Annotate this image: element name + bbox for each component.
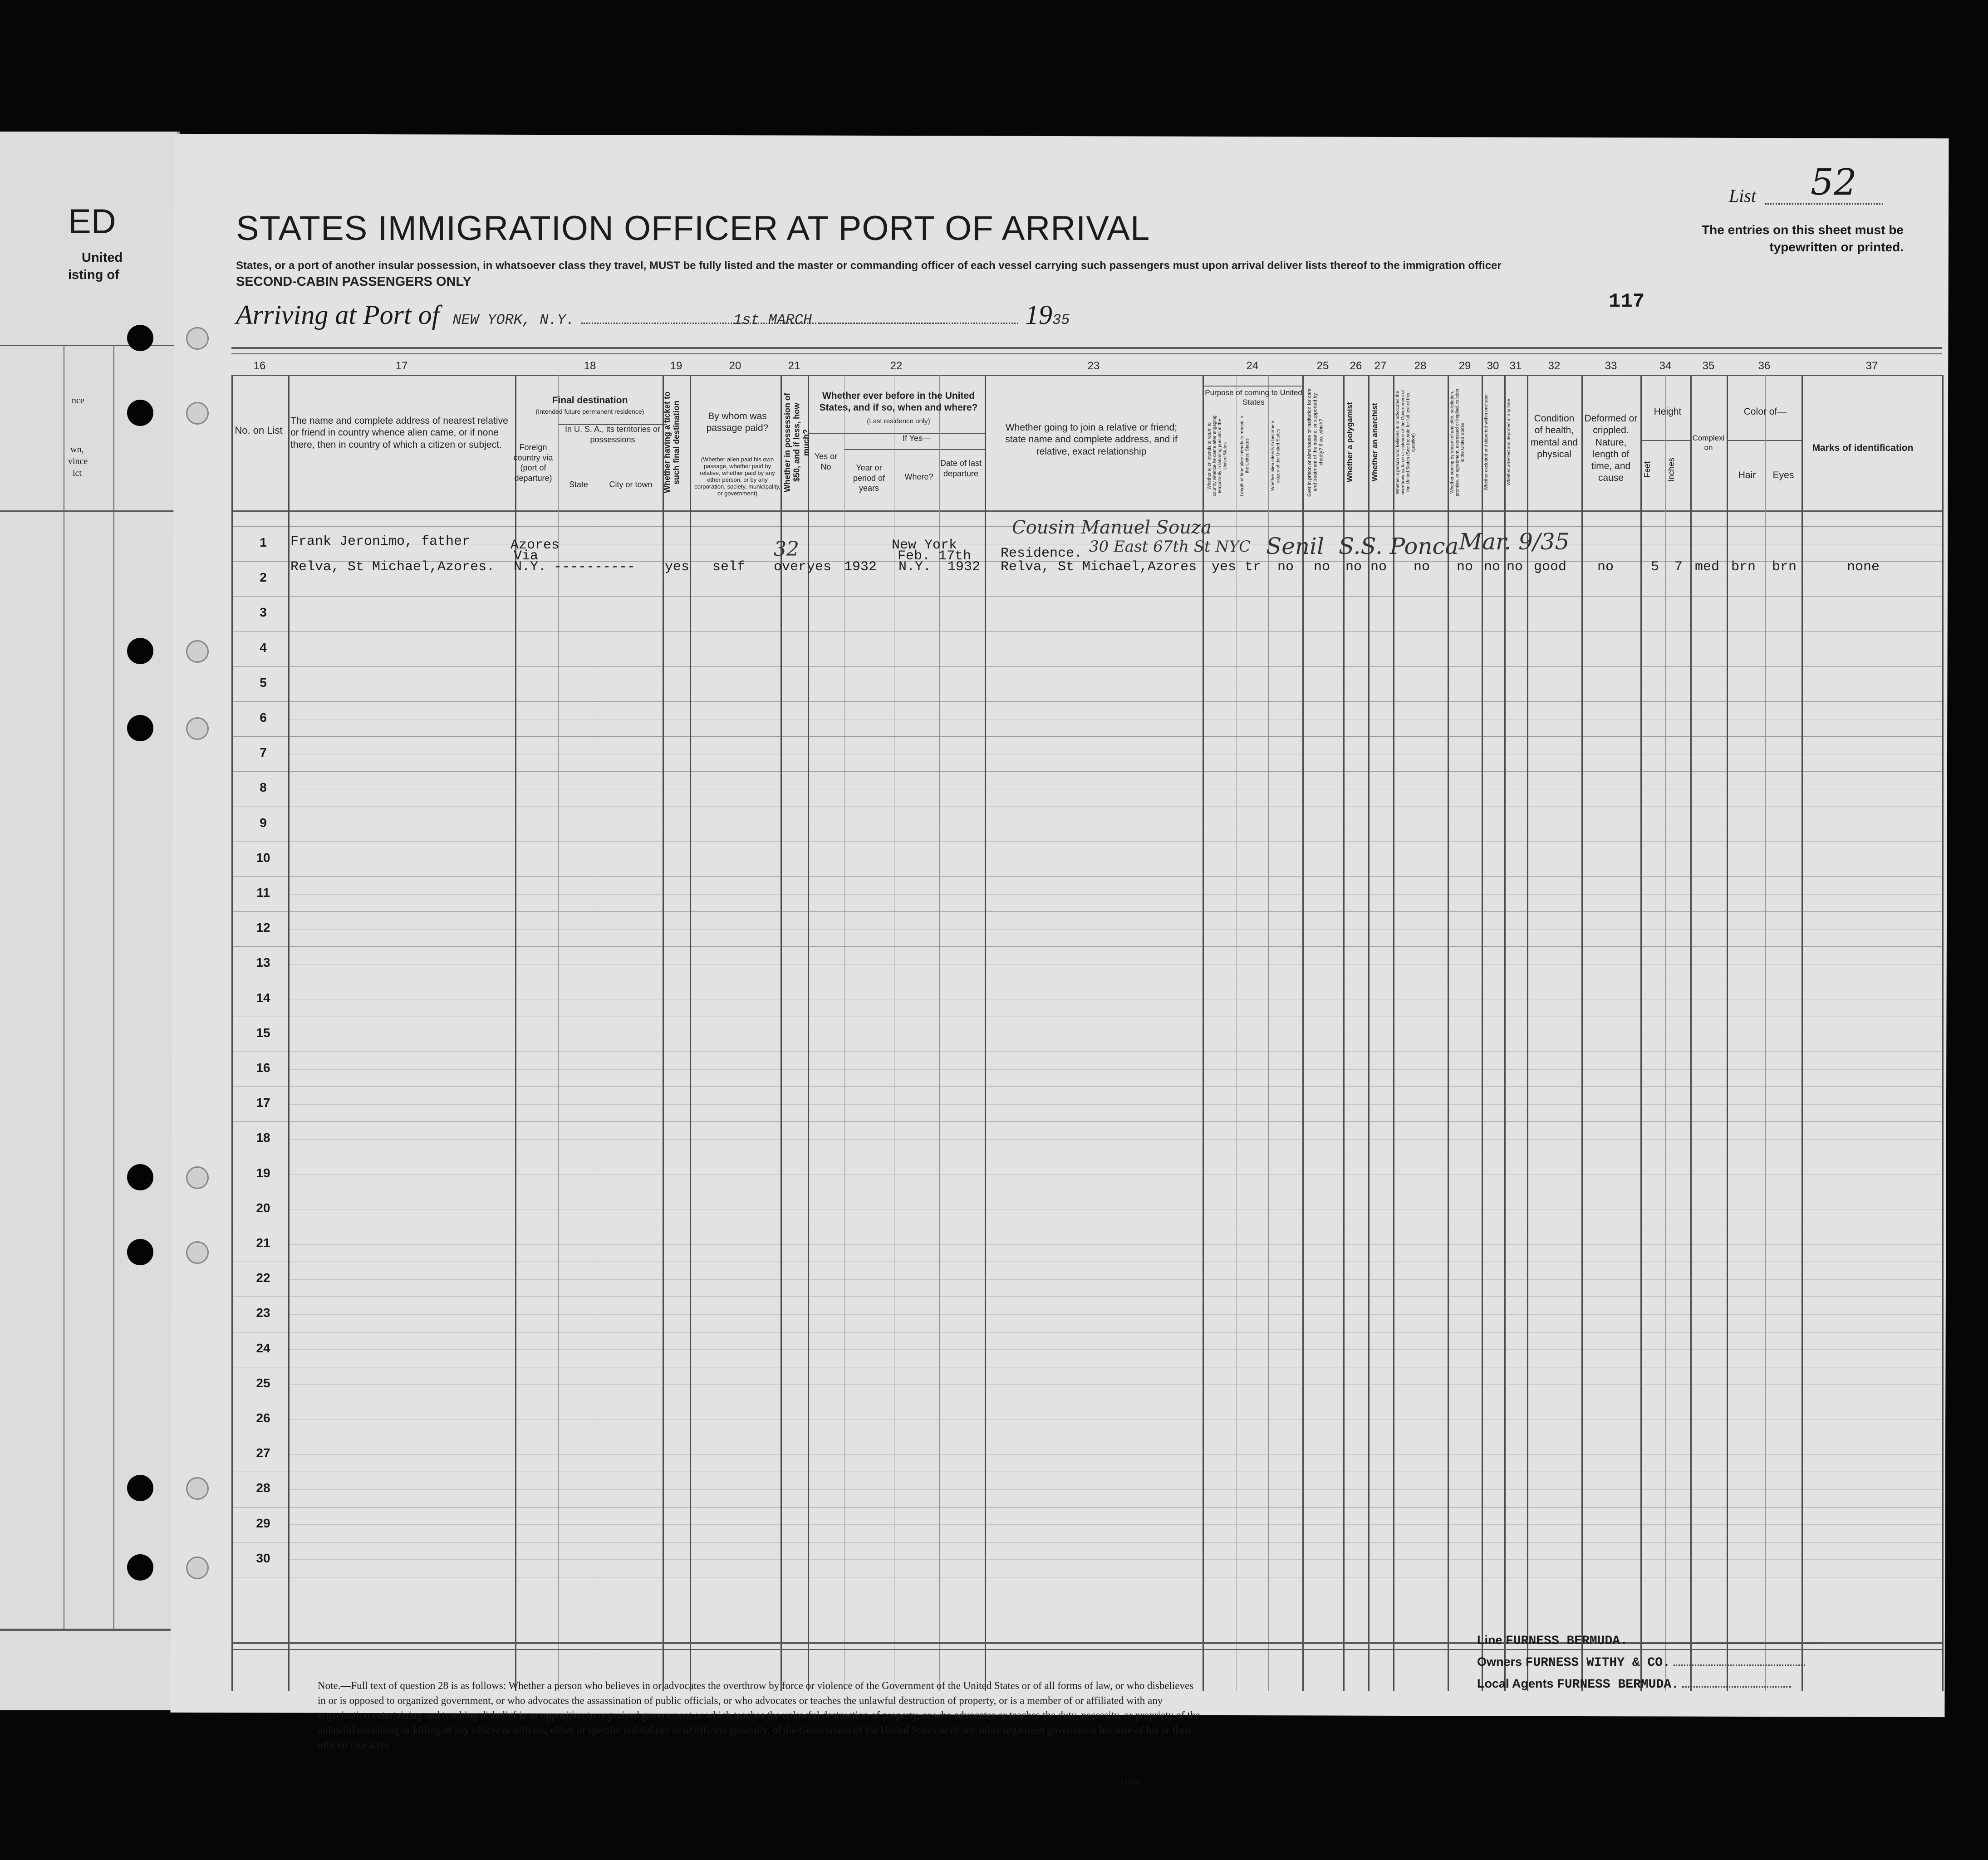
date-handwritten: Mar. 9/35 — [1459, 529, 1570, 555]
row-number: 18 — [256, 1131, 270, 1145]
row-number: 22 — [256, 1271, 270, 1285]
col-24b-header: Length of time alien intends to remain in the United States — [1240, 416, 1250, 496]
arrival-line — [236, 299, 1070, 331]
left-page-col-heading: nce — [72, 396, 84, 406]
column-number: 20 — [729, 360, 741, 372]
row-number: 11 — [256, 886, 270, 900]
col-29-header: Whether coming by reason of any offer, solicitation, promise, or agreement, expressed or implied, to labor in the United States — [1450, 388, 1465, 496]
punch-hole — [127, 325, 153, 351]
arrival-port: NEW YORK, N.Y. — [452, 312, 575, 328]
row-number: 1 — [260, 535, 267, 549]
column-number: 19 — [670, 360, 682, 372]
labor-value: no — [1457, 559, 1473, 575]
row-number: 12 — [256, 920, 270, 935]
eyes-value: brn — [1772, 559, 1797, 575]
excluded-value: no — [1484, 559, 1501, 575]
page-subtitle: States, or a port of another insular possession, in whatsoever class they travel, MUST be fully listed and the master or commanding officer of each vessel carrying such passengers must upon arrival deliver lists thereof to the immigration officer — [236, 259, 1502, 272]
complexion-value: med — [1695, 559, 1720, 575]
col-24a-header: Whether alien intends to return to country whence he came after engaging temporarily in laboring pursuits in the United States — [1207, 416, 1228, 496]
page-title: STATES IMMIGRATION OFFICER AT PORT OF ARRIVAL — [236, 209, 1150, 248]
col-20-header: By whom was passage paid? — [706, 411, 769, 434]
left-page-col-heading: ict — [73, 468, 82, 478]
row-number: 29 — [256, 1516, 270, 1530]
col-34-header: Height — [1654, 406, 1682, 417]
col-28-header: Whether a person who believes in or advocates the overthrow by force or violence of the Government of the United States (See footnote for full text of this question) — [1395, 390, 1416, 495]
col-22-header: Whether ever before in the United States, and if so, when and where? — [819, 391, 978, 413]
year-suffix: 35 — [1052, 312, 1070, 328]
row-number: 19 — [256, 1165, 270, 1180]
join-address: Relva, St Michael,Azores — [1001, 559, 1197, 575]
row-number: 8 — [260, 780, 267, 795]
punch-hole — [186, 640, 209, 663]
punch-hole — [186, 402, 209, 425]
col-36-header: Color of— — [1743, 406, 1787, 417]
col-25-header: Ever in prison or almshouse or institution for care and treatment of the insane, or supported by charity? If so, which? — [1307, 388, 1324, 497]
column-number: 26 — [1350, 360, 1362, 372]
line-label: Line — [1477, 1633, 1502, 1647]
col-21-header: Whether in possession of $50, and if less, how much? — [783, 392, 811, 492]
col-35-header: Complexion — [1692, 434, 1725, 452]
column-number: 17 — [395, 360, 408, 372]
column-number: 37 — [1865, 360, 1878, 372]
foreign-country: Azores — [510, 538, 560, 553]
foreign-via: Via — [514, 548, 539, 564]
punch-hole — [127, 1554, 153, 1581]
punch-hole — [127, 1239, 153, 1265]
column-number: 25 — [1316, 360, 1329, 372]
before-value: yes — [807, 559, 832, 575]
agents-label: Local Agents — [1477, 1677, 1554, 1690]
col-16-header: No. on List — [235, 425, 283, 436]
departure-date: Feb. 17th — [898, 548, 972, 564]
arriving-label: Arriving at Port of — [236, 300, 440, 330]
row-number: 25 — [256, 1375, 270, 1390]
col-18-header: Final destination — [552, 395, 628, 406]
col-20-note: (Whether alien paid his own passage, whether paid by relative, whether paid by any other person, or by any corporation, society, municipality, or government) — [694, 456, 780, 497]
row-number: 30 — [256, 1551, 270, 1565]
year-prefix: 19 — [1025, 300, 1053, 330]
line-value: FURNESS BERMUDA. — [1506, 1634, 1628, 1648]
year-value: 1932 — [844, 559, 877, 575]
list-number: 52 — [1811, 161, 1857, 203]
anarchist-value: no — [1370, 559, 1387, 575]
col-27-header: Whether an anarchist — [1370, 403, 1379, 482]
punch-hole — [186, 1241, 209, 1264]
row-number: 26 — [256, 1411, 270, 1425]
footer-line — [1477, 1633, 1821, 1648]
manifest-table — [231, 347, 1942, 1645]
owners-value: FURNESS WITHY & CO. — [1525, 1656, 1670, 1670]
col-19-header: Whether having a ticket to such final destination — [663, 391, 681, 494]
col-22-where: Where? — [904, 472, 933, 481]
citizen-value: no — [1277, 559, 1294, 575]
punch-hole — [186, 327, 209, 350]
col-33-header: Deformed or crippled. Nature, length of time, and cause — [1584, 413, 1638, 484]
row-number: 10 — [256, 850, 270, 865]
column-number: 31 — [1509, 360, 1522, 372]
row-number: 28 — [256, 1481, 270, 1495]
ship-handwritten: S.S. Ponca — [1339, 533, 1459, 559]
col-22-note: (Last residence only) — [867, 417, 930, 425]
where-city: New York — [892, 538, 957, 553]
hair-value: brn — [1731, 559, 1756, 575]
foreign-port: N.Y. — [514, 559, 547, 575]
col-18-state: State — [569, 480, 589, 489]
col-32-header: Condition of health, mental and physical — [1531, 413, 1578, 460]
column-number: 23 — [1087, 360, 1100, 372]
agents-value: FURNESS BERMUDA. — [1557, 1678, 1679, 1692]
column-number: 16 — [253, 360, 266, 372]
col-36-eyes: Eyes — [1772, 470, 1794, 480]
column-number: 32 — [1548, 360, 1561, 372]
col-18-foreign: Foreign country via (port of departure) — [513, 443, 553, 483]
col-22-yesno: Yes or No — [814, 452, 838, 471]
footer-agents — [1477, 1677, 1791, 1692]
join-residence: Residence. — [1001, 546, 1083, 561]
relative-address: Relva, St Michael,Azores. — [290, 559, 495, 575]
punch-hole — [127, 1164, 153, 1190]
row-number: 9 — [260, 815, 267, 830]
arrival-date: 1st MARCH — [733, 312, 812, 328]
row-number: 24 — [256, 1341, 270, 1355]
row-number: 3 — [260, 605, 267, 620]
col-36-hair: Hair — [1738, 470, 1756, 480]
money-amount: 32 — [774, 538, 799, 561]
punch-hole — [186, 1557, 209, 1579]
passage-paid-value: self — [712, 559, 746, 575]
left-page-fragment — [0, 132, 180, 1710]
col-24-header: Purpose of coming to United States — [1205, 388, 1302, 407]
column-number: 29 — [1458, 360, 1471, 372]
punch-hole — [186, 1477, 209, 1500]
column-number: 18 — [584, 360, 596, 372]
left-page-text: United — [82, 250, 123, 265]
col-34-feet: Feet — [1643, 461, 1652, 478]
row-number: 6 — [260, 710, 267, 724]
relative-name: Frank Jeronimo, father — [290, 534, 471, 549]
left-page-text: isting of — [68, 268, 119, 282]
marks-value: none — [1847, 559, 1880, 575]
col-24c-header: Whether alien intends to become a citizen of the United States — [1271, 421, 1281, 491]
entries-note: The entries on this sheet must be typewritten or printed. — [1702, 223, 1904, 254]
deformed-value: no — [1597, 559, 1614, 575]
row-number: 20 — [256, 1200, 270, 1215]
col-34-inches: Inches — [1667, 457, 1676, 482]
departure-year: 1932 — [947, 559, 981, 575]
form-number: 14-430 — [1121, 1778, 1141, 1786]
ticket-value: yes — [665, 559, 690, 575]
prison-value: no — [1314, 559, 1330, 575]
col-22-if-yes: If Yes— — [902, 434, 931, 443]
punch-hole — [186, 1166, 209, 1189]
col-26-header: Whether a polygamist — [1345, 402, 1354, 483]
footer-owners — [1477, 1655, 1805, 1670]
col-23-header: Whether going to join a relative or friend; state name and complete address, and if relative, exact relationship — [1005, 422, 1178, 457]
col-31-header: Whether arrested and deported at any time — [1507, 399, 1512, 486]
column-number: 33 — [1605, 360, 1617, 372]
overthrow-value: no — [1414, 559, 1430, 575]
col-17-header: The name and complete address of nearest relative or friend in country whence alien came, or if none there, then in country of which a citizen or subject. — [290, 416, 508, 450]
left-page-col-heading: wn, — [70, 445, 84, 455]
column-number: 30 — [1487, 360, 1499, 372]
col-18-note: (Intended future permanent residence) — [535, 408, 644, 415]
destination-dashes: ---------- — [554, 559, 636, 575]
row-number: 17 — [256, 1096, 270, 1110]
column-number: 27 — [1374, 360, 1387, 372]
list-label: List — [1729, 186, 1757, 206]
return-value: yes — [1212, 559, 1237, 575]
height-feet: 5 — [1651, 559, 1659, 575]
where-state: N.Y. — [898, 559, 932, 575]
left-page-col-heading: vince — [68, 456, 88, 466]
col-22-year: Year or period of years — [853, 463, 885, 493]
col-18-usa: In U. S. A., its territories or possessions — [564, 425, 661, 444]
col-37-header: Marks of identification — [1812, 443, 1914, 453]
stamp-number: 117 — [1609, 290, 1645, 313]
health-value: good — [1534, 559, 1567, 575]
join-relative-handwritten: Cousin Manuel Souza — [1012, 517, 1212, 538]
row-number: 27 — [256, 1446, 270, 1460]
arrested-value: no — [1507, 559, 1523, 575]
polygamist-value: no — [1345, 559, 1362, 575]
row-number: 7 — [260, 745, 267, 760]
column-number: 24 — [1246, 360, 1259, 372]
join-address-handwritten: 30 East 67th St NYC — [1089, 538, 1251, 556]
money-value: over — [774, 559, 807, 575]
col-30-header: Whether excluded and deported within one year — [1484, 394, 1489, 491]
punch-hole — [127, 638, 153, 664]
length-value: tr — [1245, 559, 1262, 575]
column-number: 28 — [1414, 360, 1427, 372]
row-number: 21 — [256, 1236, 270, 1250]
row-number: 5 — [260, 675, 267, 690]
column-number: 35 — [1702, 360, 1715, 372]
row-number: 2 — [260, 570, 267, 585]
punch-hole — [127, 1475, 153, 1501]
left-page-heading: ED — [68, 202, 116, 241]
col-22-date: Date of last departure — [940, 459, 982, 478]
punch-hole — [127, 400, 153, 426]
row-number: 23 — [256, 1306, 270, 1320]
row-number: 14 — [256, 990, 270, 1005]
column-number: 22 — [890, 360, 903, 372]
row-number: 13 — [256, 955, 270, 970]
height-inches: 7 — [1674, 559, 1683, 575]
column-number: 34 — [1659, 360, 1672, 372]
cabin-class: SECOND-CABIN PASSENGERS ONLY — [236, 274, 471, 289]
owners-label: Owners — [1477, 1655, 1522, 1669]
punch-hole — [127, 715, 153, 741]
row-number: 15 — [256, 1025, 270, 1040]
punch-hole — [186, 717, 209, 740]
annotation-handwritten: Senil — [1266, 533, 1325, 559]
row-number: 16 — [256, 1061, 270, 1075]
column-number: 36 — [1758, 360, 1771, 372]
column-number: 21 — [788, 360, 800, 372]
col-18-city: City or town — [609, 480, 653, 489]
footnote: Note.—Full text of question 28 is as follows: Whether a person who believes in or advocates the overthrow by force or violence of the Government of the United States or of all forms of law, or who disbelieves in or is opposed to organized government, or who advocates the assassination of public officials, or who advocates or teaches the unlawful destruction of property, or is a member of or affiliated with any organization entertaining and teaching disbelief in or opposition to organized government or which teaches the unlawful destruction of property, or who advocates or teaches the duty, necessity, or propriety of the unlawful assaulting or killing of any officer or officers, either of specific individuals or of officers generally, of the Government of the United States or of any other organized government because of his or their official character. — [318, 1680, 1200, 1751]
row-number: 4 — [260, 640, 267, 655]
